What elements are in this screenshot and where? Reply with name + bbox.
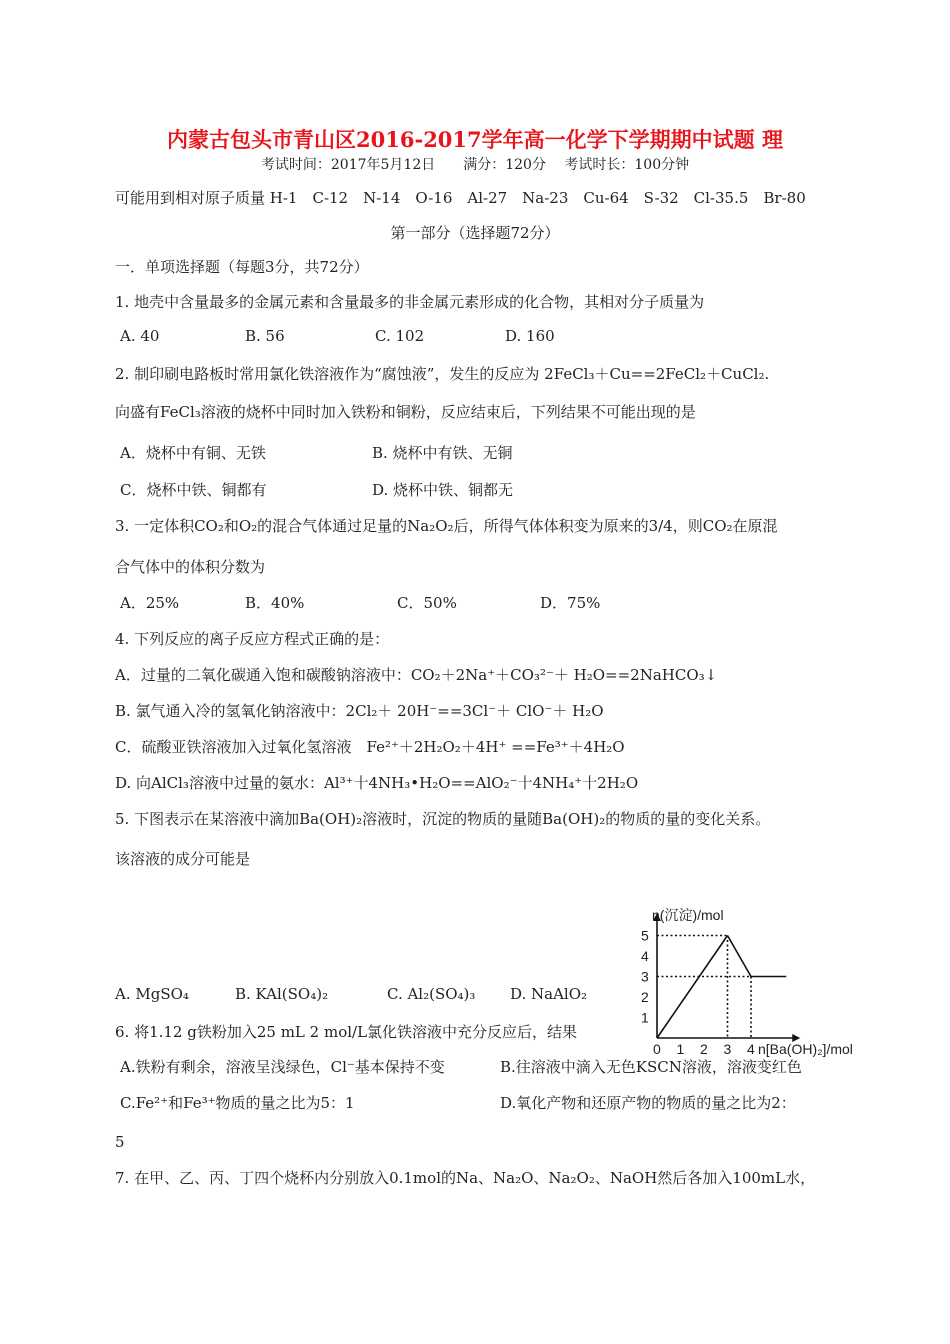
q3-option-c: C．50% bbox=[397, 594, 457, 612]
q2-option-a: A．烧杯中有铜、无铁 bbox=[120, 444, 266, 462]
q4-option-a: A．过量的二氧化碳通入饱和碳酸钠溶液中：CO₂＋2Na⁺＋CO₃²⁻＋ H₂O==2NaHCO₃↓ bbox=[115, 666, 718, 684]
question-2-stem-1: 2. 制印刷电路板时常用氯化铁溶液作为“腐蚀液”，发生的反应为 2FeCl₃＋Cu==2FeCl₂＋CuCl₂. bbox=[115, 365, 770, 383]
q5-option-d: D. NaAlO₂ bbox=[510, 985, 588, 1003]
x-tick-label-1: 1 bbox=[676, 1041, 685, 1057]
q2-option-d: D. 烧杯中铁、铜都无 bbox=[372, 481, 514, 499]
q6-option-b: B.往溶液中滴入无色KSCN溶液，溶液变红色 bbox=[500, 1058, 802, 1076]
q6-option-a: A.铁粉有剩余，溶液呈浅绿色，Cl⁻基本保持不变 bbox=[120, 1058, 445, 1076]
atomic-mass-line: 可能用到相对原子质量 H-1 C-12 N-14 O-16 Al-27 Na-23 Cu-64 S-32 Cl-35.5 Br-80 bbox=[115, 189, 806, 207]
precipitate-chart bbox=[630, 902, 875, 1062]
y-tick-label-3: 3 bbox=[641, 968, 649, 985]
q1-option-b: B. 56 bbox=[245, 327, 285, 345]
q2-option-c: C．烧杯中铁、铜都有 bbox=[120, 481, 267, 499]
question-2-stem-2: 向盛有FeCl₃溶液的烧杯中同时加入铁粉和铜粉，反应结束后，下列结果不可能出现的是 bbox=[115, 403, 696, 421]
q5-option-a: A. MgSO₄ bbox=[115, 985, 189, 1003]
section-heading: 一．单项选择题（每题3分，共72分） bbox=[115, 258, 369, 276]
q6-option-d: D.氧化产物和还原产物的物质的量之比为2： bbox=[500, 1094, 796, 1112]
chart-y-axis-label: n(沉淀)/mol bbox=[652, 907, 724, 923]
exam-info: 考试时间：2017年5月12日 满分：120分 考试时长：100分钟 bbox=[260, 157, 690, 173]
chart-series bbox=[657, 936, 786, 1039]
question-5-stem-2: 该溶液的成分可能是 bbox=[115, 850, 251, 868]
q3-option-d: D．75% bbox=[540, 594, 601, 612]
q1-option-a: A. 40 bbox=[120, 327, 160, 345]
y-tick-label-5: 5 bbox=[641, 927, 649, 944]
q3-option-a: A．25% bbox=[120, 594, 180, 612]
q6-option-c: C.Fe²⁺和Fe³⁺物质的量之比为5：1 bbox=[120, 1094, 355, 1112]
y-tick-label-4: 4 bbox=[641, 948, 649, 964]
q5-option-c: C. Al₂(SO₄)₃ bbox=[387, 985, 476, 1003]
x-tick-label-0: 0 bbox=[653, 1041, 661, 1057]
q5-option-b: B. KAl(SO₄)₂ bbox=[235, 985, 329, 1003]
q4-option-d: D. 向AlCl₃溶液中过量的氨水：Al³⁺十4NH₃•H₂O==AlO₂⁻十4NH₄⁺十2H₂O bbox=[115, 774, 639, 792]
document-title: 内蒙古包头市青山区2016-2017学年高一化学下学期期中试题 理 bbox=[167, 127, 783, 152]
question-3-stem-1: 3. 一定体积CO₂和O₂的混合气体通过足量的Na₂O₂后，所得气体体积变为原来的3/4，则CO₂在原混 bbox=[115, 517, 778, 535]
q1-option-d: D. 160 bbox=[505, 327, 555, 345]
question-7-stem: 7. 在甲、乙、丙、丁四个烧杯内分别放入0.1mol的Na、Na₂O、Na₂O₂、NaOH然后各加入100mL水， bbox=[115, 1169, 816, 1187]
q2-option-b: B. 烧杯中有铁、无铜 bbox=[372, 444, 513, 462]
series-segment-1 bbox=[728, 936, 752, 977]
chart-x-axis-label: n[Ba(OH)₂]/mol bbox=[758, 1041, 853, 1057]
y-tick-label-1: 1 bbox=[641, 1009, 649, 1026]
x-tick-label-4: 4 bbox=[747, 1041, 755, 1057]
x-tick-label-2: 2 bbox=[700, 1041, 708, 1057]
question-6-stem: 6. 将1.12 g铁粉加入25 mL 2 mol/L氯化铁溶液中充分反应后，结果 bbox=[115, 1023, 578, 1041]
question-3-stem-2: 合气体中的体积分数为 bbox=[115, 558, 266, 576]
question-4-stem: 4. 下列反应的离子反应方程式正确的是： bbox=[115, 630, 390, 648]
series-segment-0 bbox=[657, 936, 728, 1039]
q4-option-b: B. 氯气通入冷的氢氧化钠溶液中：2Cl₂＋ 20H⁻==3Cl⁻＋ ClO⁻＋ H₂O bbox=[115, 702, 604, 720]
chart-axes bbox=[653, 913, 800, 1042]
question-1-stem: 1. 地壳中含量最多的金属元素和含量最多的非金属元素形成的化合物，其相对分子质量为 bbox=[115, 293, 705, 311]
x-tick-label-3: 3 bbox=[723, 1041, 732, 1057]
y-tick-label-2: 2 bbox=[641, 989, 649, 1005]
q6-option-d-continued: 5 bbox=[115, 1133, 125, 1151]
q1-option-c: C. 102 bbox=[375, 327, 425, 345]
q4-option-c: C．硫酸亚铁溶液加入过氧化氢溶液 Fe²⁺＋2H₂O₂＋4H⁺ ==Fe³⁺＋4H₂O bbox=[115, 738, 625, 756]
q3-option-b: B．40% bbox=[245, 594, 305, 612]
question-5-stem-1: 5. 下图表示在某溶液中滴加Ba(OH)₂溶液时，沉淀的物质的量随Ba(OH)₂的物质的量的变化关系。 bbox=[115, 810, 771, 828]
part-one-heading: 第一部分（选择题72分） bbox=[390, 224, 560, 242]
